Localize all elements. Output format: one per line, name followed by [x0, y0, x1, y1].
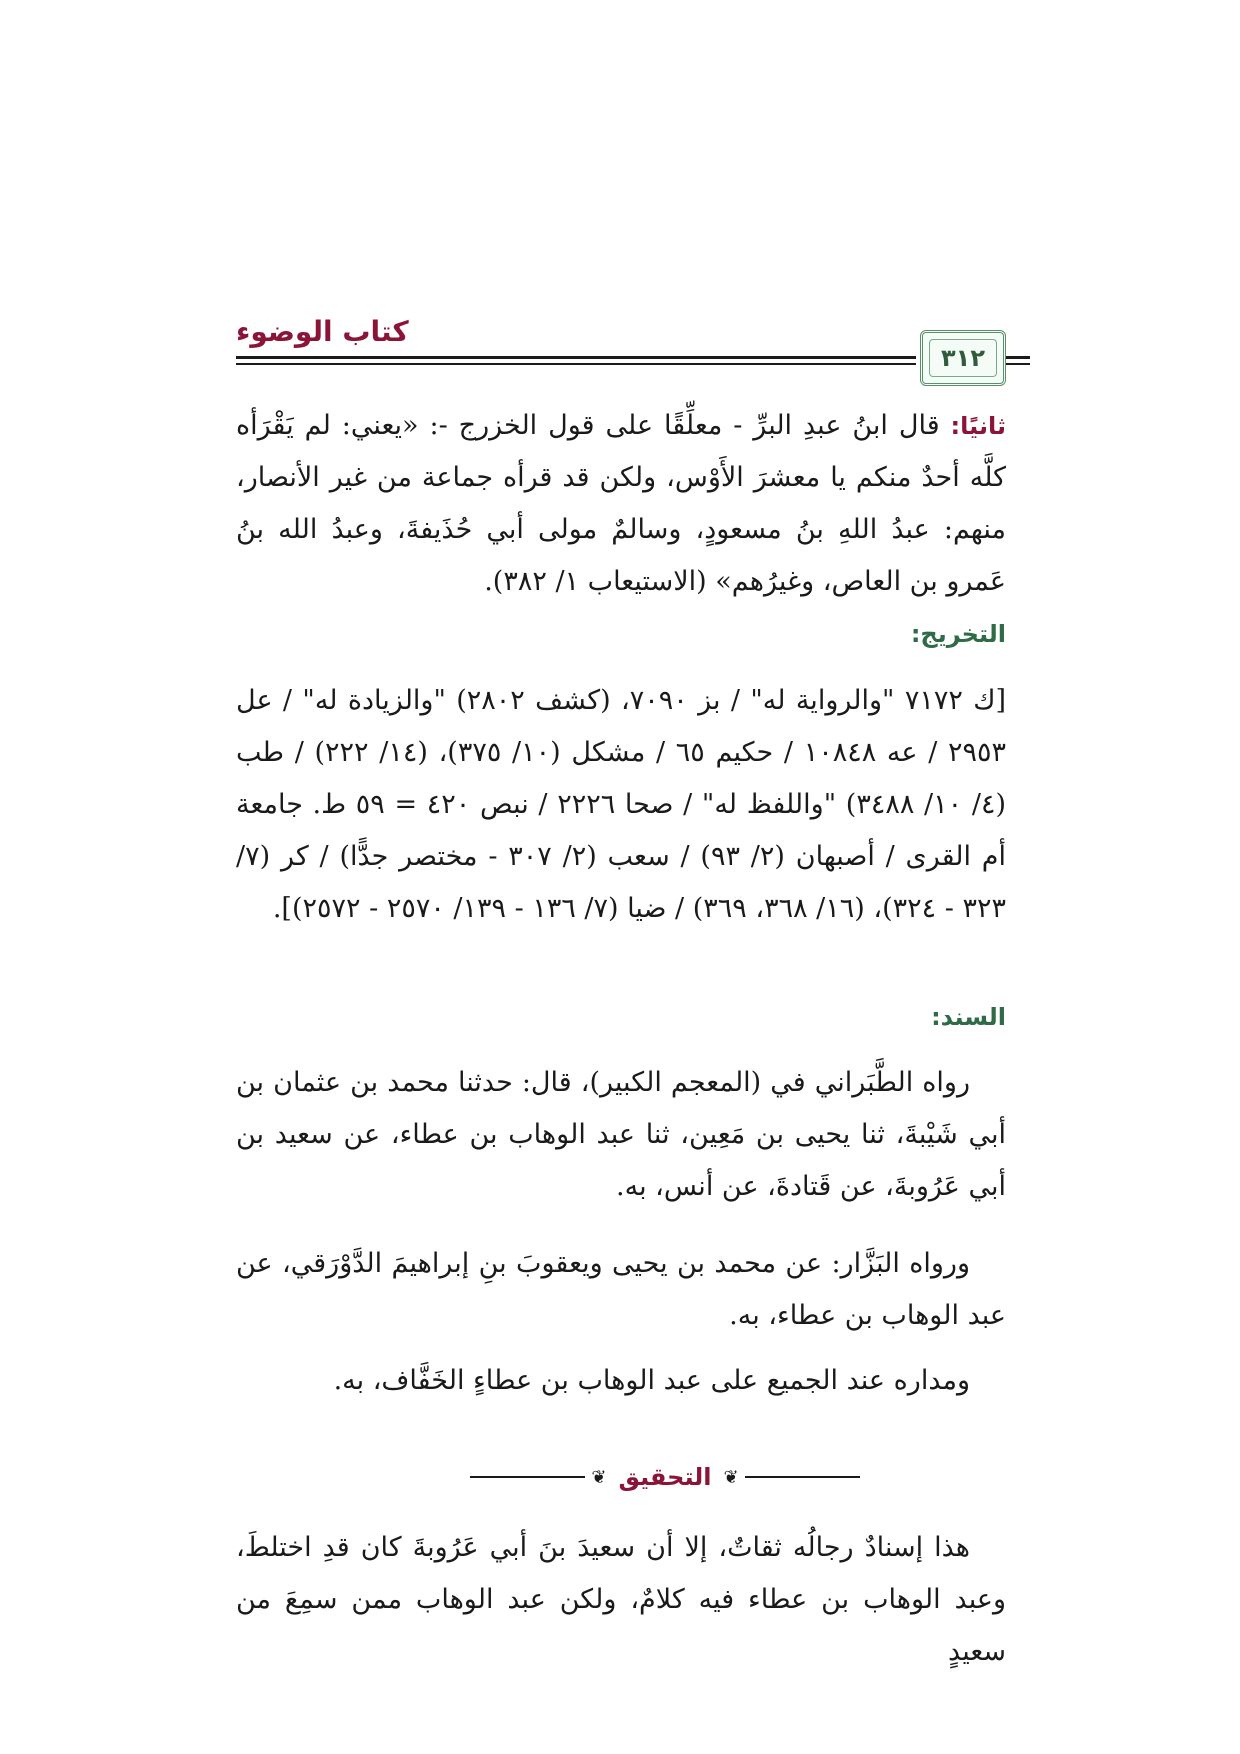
- header-rule-right-bottom: [1006, 363, 1030, 365]
- header-rule-bottom: [236, 363, 916, 365]
- sanad-paragraph-2: ورواه البَزَّار: عن محمد بن يحيى ويعقوبَ بنِ إبراهيمَ الدَّوْرَقي، عن عبد الوهاب بن عطاء، به.: [236, 1248, 1006, 1331]
- sanad-paragraph-3: ومداره عند الجميع على عبد الوهاب بن عطاءٍ الخَفَّاف، به.: [333, 1365, 970, 1396]
- header-rule-top: [236, 356, 916, 359]
- sanad-heading: السند:: [931, 1003, 1006, 1031]
- divider-line-left: [470, 1476, 585, 1478]
- ornament-right-icon: ❦: [723, 1466, 739, 1488]
- sanad-paragraph-1: رواه الطَّبَراني في (المعجم الكبير)، قال: حدثنا محمد بن عثمان بن أبي شَيْبةَ، ثنا يحيى بن مَعِين، ثنا عبد الوهاب بن عطاء، عن سعيد بن أبي عَرُوبةَ، عن قَتادةَ، عن أنس، به.: [236, 1067, 1006, 1202]
- intro-paragraph: [236, 400, 1006, 608]
- header-rule-right-top: [1006, 356, 1030, 359]
- intro-text: قال ابنُ عبدِ البرِّ - معلِّقًا على قول الخزرج -: «يعني: لم يَقْرَأه كلَّه أحدٌ منكم يا معشرَ الأَوْس، ولكن قد قرأه جماعة من غير الأنصار، منهم: عبدُ اللهِ بنُ مسعودٍ، وسالمٌ مولى أبي حُذَيفةَ، وعبدُ الله بنُ عَمرو بن العاص، وغيرُهم» (الاستيعاب ١/ ٣٨٢).: [236, 410, 1006, 597]
- ornament-left-icon: ❦: [591, 1466, 607, 1488]
- tahqiq-paragraph: هذا إسنادٌ رجالُه ثقاتٌ، إلا أن سعيدَ بنَ أبي عَرُوبةَ كان قدِ اختلطَ، وعبد الوهاب بن عطاء فيه كلامٌ، ولكن عبد الوهاب ممن سمِعَ من سعيدٍ: [236, 1532, 1006, 1667]
- takhrij-heading: التخريج:: [910, 620, 1006, 648]
- takhrij-text: [ك ٧١٧٢ "والرواية له" / بز ٧٠٩٠، (كشف ٢٨٠٢) "والزيادة له" / عل ٢٩٥٣ / عه ١٠٨٤٨ / حكيم ٦٥ / مشكل (١٠/ ٣٧٥)، (١٤/ ٢٢٢) / طب (٤/ ١٠/ ٣٤٨٨) "واللفظ له" / صحا ٢٢٢٦ / نبص ٤٢٠ = ٥٩ ط. جامعة أم القرى / أصبهان (٢/ ٩٣) / سعب (٢/ ٣٠٧ - مختصر جدًّا) / كر (٧/ ٣٢٣ - ٣٢٤)، (١٦/ ٣٦٨، ٣٦٩) / ضيا (٧/ ١٣٦ - ١٣٩/ ٢٥٧٠ - ٢٥٧٢)].: [236, 685, 1007, 924]
- divider-line-right: [745, 1476, 860, 1478]
- page-number: ٣١٢: [929, 339, 997, 377]
- intro-lead-label: ثانيًا:: [950, 412, 1006, 440]
- running-header-title: كتاب الوضوء: [236, 315, 409, 348]
- page-number-frame: [920, 330, 1006, 386]
- tahqiq-heading: التحقيق: [618, 1463, 712, 1491]
- tahqiq-divider: [470, 1460, 860, 1494]
